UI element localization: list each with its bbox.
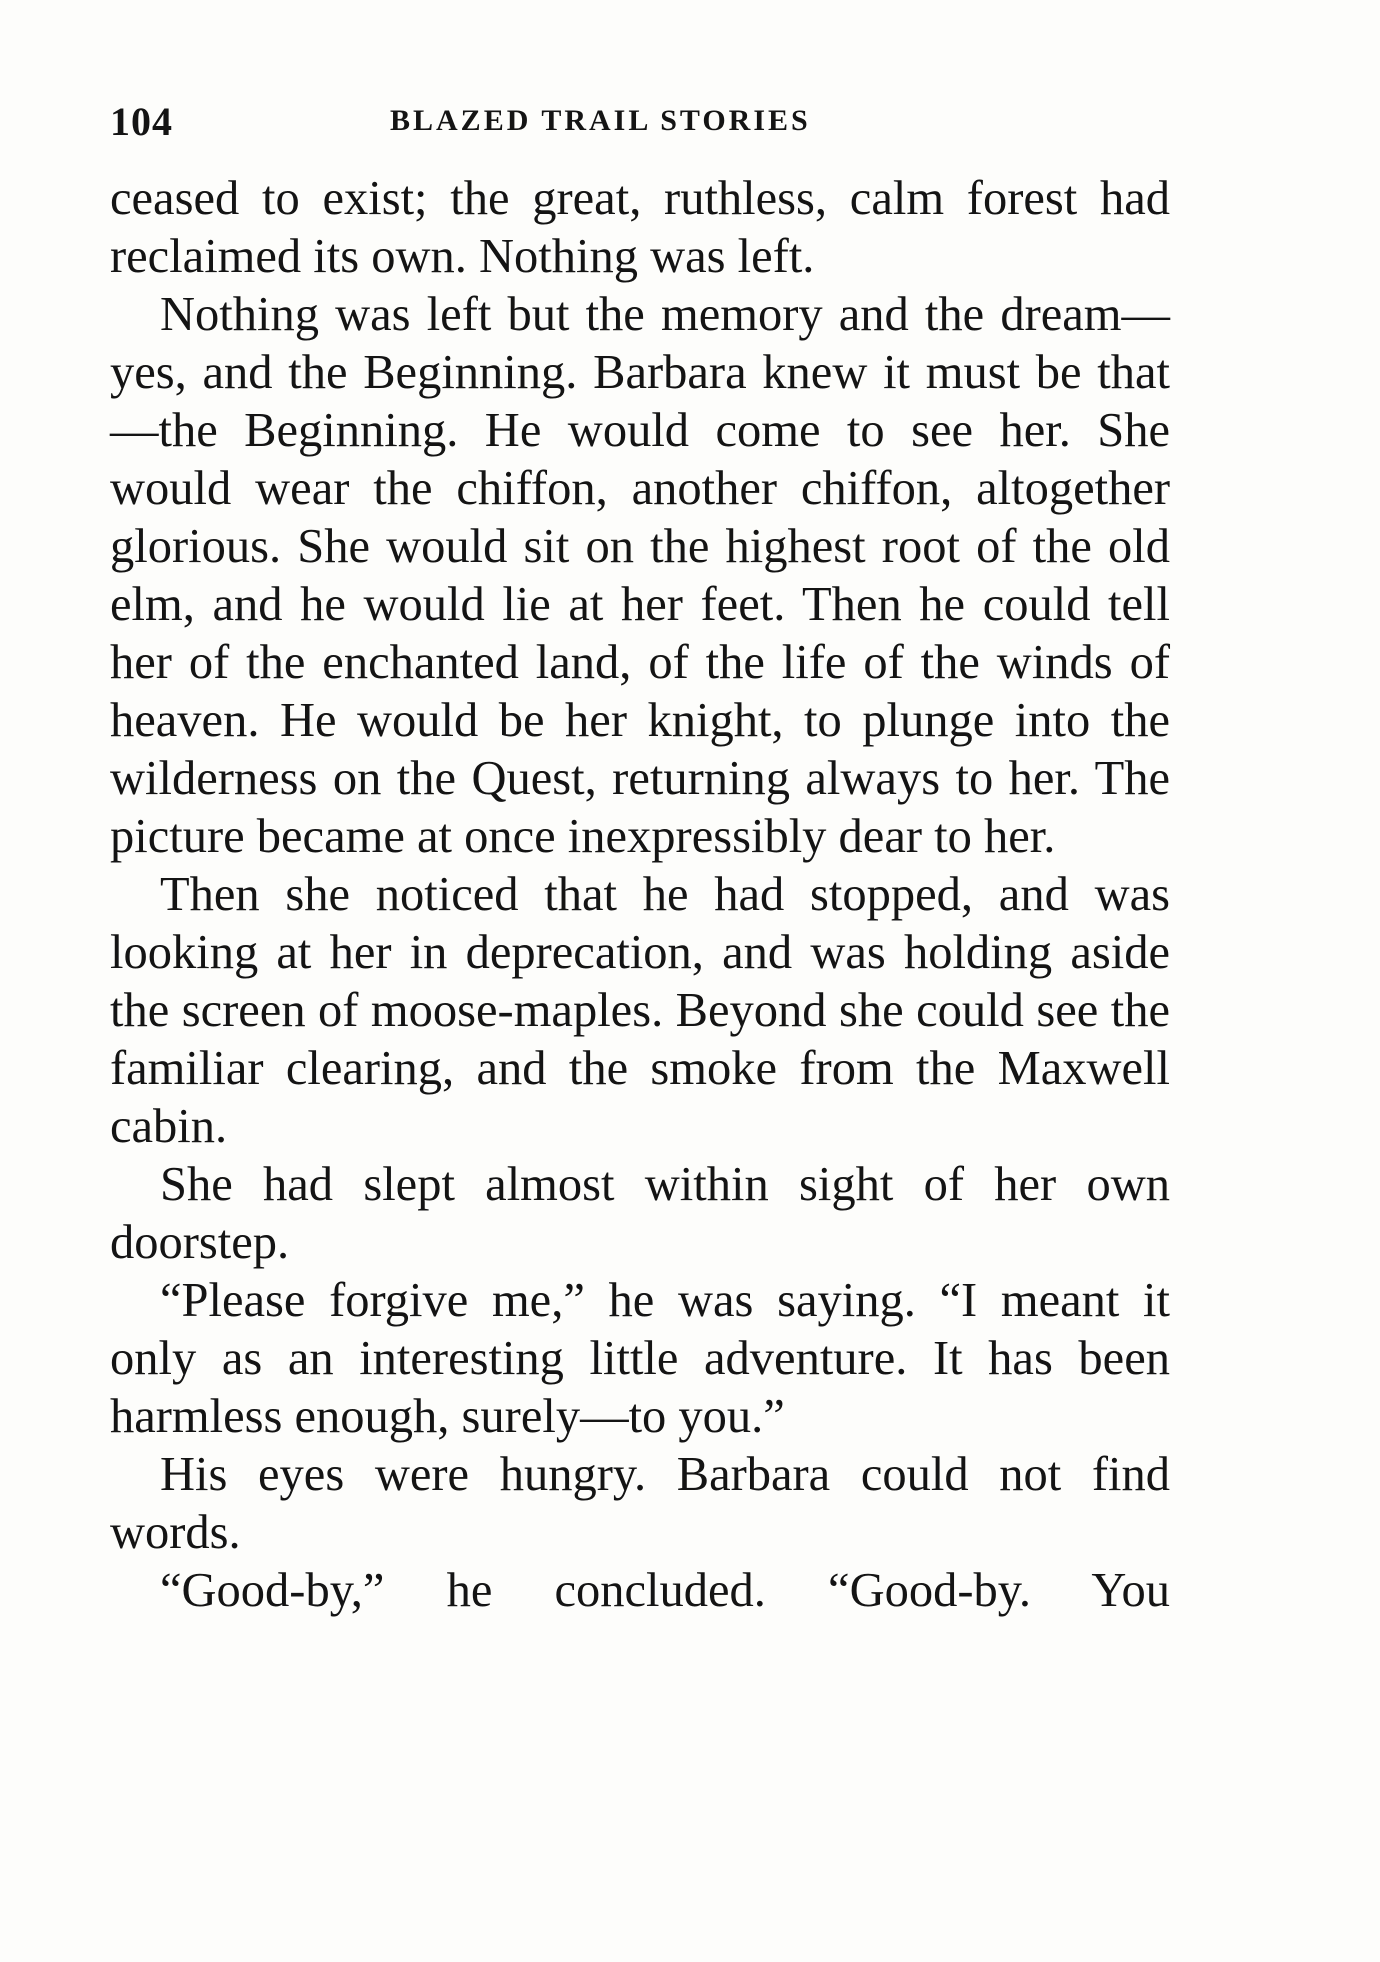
paragraph-2: Nothing was left but the memory and the dream—yes, and the Beginning. Barbara knew it must be that—the Beginning. He would come to see her. She would wear the chiffon, another chiffon, altogether glorious. She would sit on the highest root of the old elm, and he would lie at her feet. Then he could tell her of the enchanted land, of the life of the winds of heaven. He would be her knight, to plunge into the wilderness on the Quest, returning always to her. The picture became at once inexpressibly dear to her. [110, 288, 1170, 863]
paragraph-5: “Please forgive me,” he was saying. “I meant it only as an interesting little adventure. It has been harmless enough, surely—to you.” [110, 1274, 1170, 1443]
paragraph-7: “Good-by,” he concluded. “Good-by. You [160, 1564, 1170, 1617]
page-number: 104 [110, 99, 173, 144]
paragraph-3: Then she noticed that he had stopped, and was looking at her in deprecation, and was holding aside the screen of moose-maples. Beyond she could see the familiar clearing, and the smoke from the Maxwell cabin. [110, 868, 1170, 1153]
book-title: BLAZED TRAIL STORIES [390, 104, 811, 137]
paragraph-4: She had slept almost within sight of her own doorstep. [110, 1158, 1170, 1269]
paragraph-6: His eyes were hungry. Barbara could not find words. [110, 1448, 1170, 1559]
body-text [110, 170, 1170, 1620]
running-head [110, 98, 1170, 148]
paragraph-1: ceased to exist; the great, ruthless, calm forest had reclaimed its own. Nothing was left. [110, 172, 1170, 283]
